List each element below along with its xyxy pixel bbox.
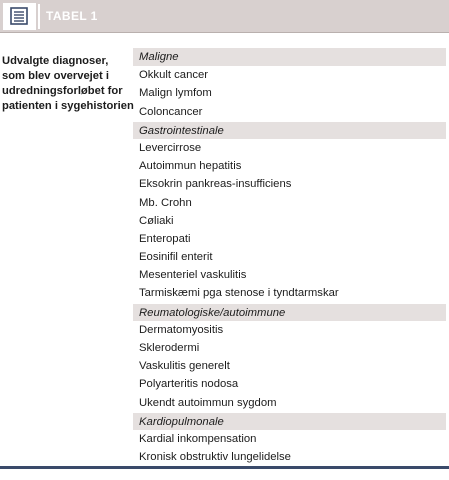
- list-item: Eksokrin pankreas-insufficiens: [139, 178, 292, 191]
- list-item: Coloncancer: [139, 105, 203, 118]
- list-item: Vaskulitis generelt: [139, 360, 230, 373]
- list-item: Okkult cancer: [139, 69, 209, 82]
- list-item: Mesenteriel vaskulitis: [139, 269, 247, 282]
- category-row-gastrointestinale: Gastrointestinale: [133, 121, 446, 139]
- list-item: Kronisk obstruktiv lungelidelse: [139, 451, 291, 464]
- document-lines-icon: [10, 7, 28, 25]
- list-item: Eosinifil enterit: [139, 251, 213, 264]
- list-item: Autoimmun hepatitis: [139, 160, 242, 173]
- header-separator: [38, 4, 40, 29]
- category-row-maligne: Maligne: [133, 48, 446, 66]
- list-item: Polyarteritis nodosa: [139, 378, 239, 391]
- category-row-kardiopulmonale: Kardiopulmonale: [133, 412, 446, 430]
- list-item: Tarmiskæmi pga stenose i tyndtarmskar: [139, 287, 339, 300]
- bottom-rule: [0, 466, 449, 469]
- list-item: Kardial inkompensation: [139, 432, 257, 445]
- list-item: Enteropati: [139, 232, 191, 245]
- list-item: Ukendt autoimmun sygdom: [139, 396, 277, 409]
- caption-line: Udvalgte diagnoser,: [2, 55, 109, 67]
- caption-line: som blev overvejet i: [2, 70, 109, 82]
- table-title: TABEL 1: [46, 9, 98, 23]
- list-item: Mb. Crohn: [139, 196, 192, 209]
- header-icon-box: [3, 3, 36, 30]
- list-item: Dermatomyositis: [139, 323, 224, 336]
- table-caption: [2, 54, 134, 114]
- diagnosis-list: [133, 48, 446, 466]
- caption-line: udredningsforløbet for: [2, 85, 123, 97]
- list-item: Sklerodermi: [139, 342, 200, 354]
- list-item: Malign lymfom: [139, 87, 212, 100]
- list-item: Cøliaki: [139, 214, 174, 227]
- caption-line: patienten i sygehistorien: [2, 100, 134, 112]
- category-row-reumatologiske: Reumatologiske/autoimmune: [133, 303, 446, 321]
- list-item: Levercirrose: [139, 141, 202, 154]
- table-header-bar: [0, 0, 449, 33]
